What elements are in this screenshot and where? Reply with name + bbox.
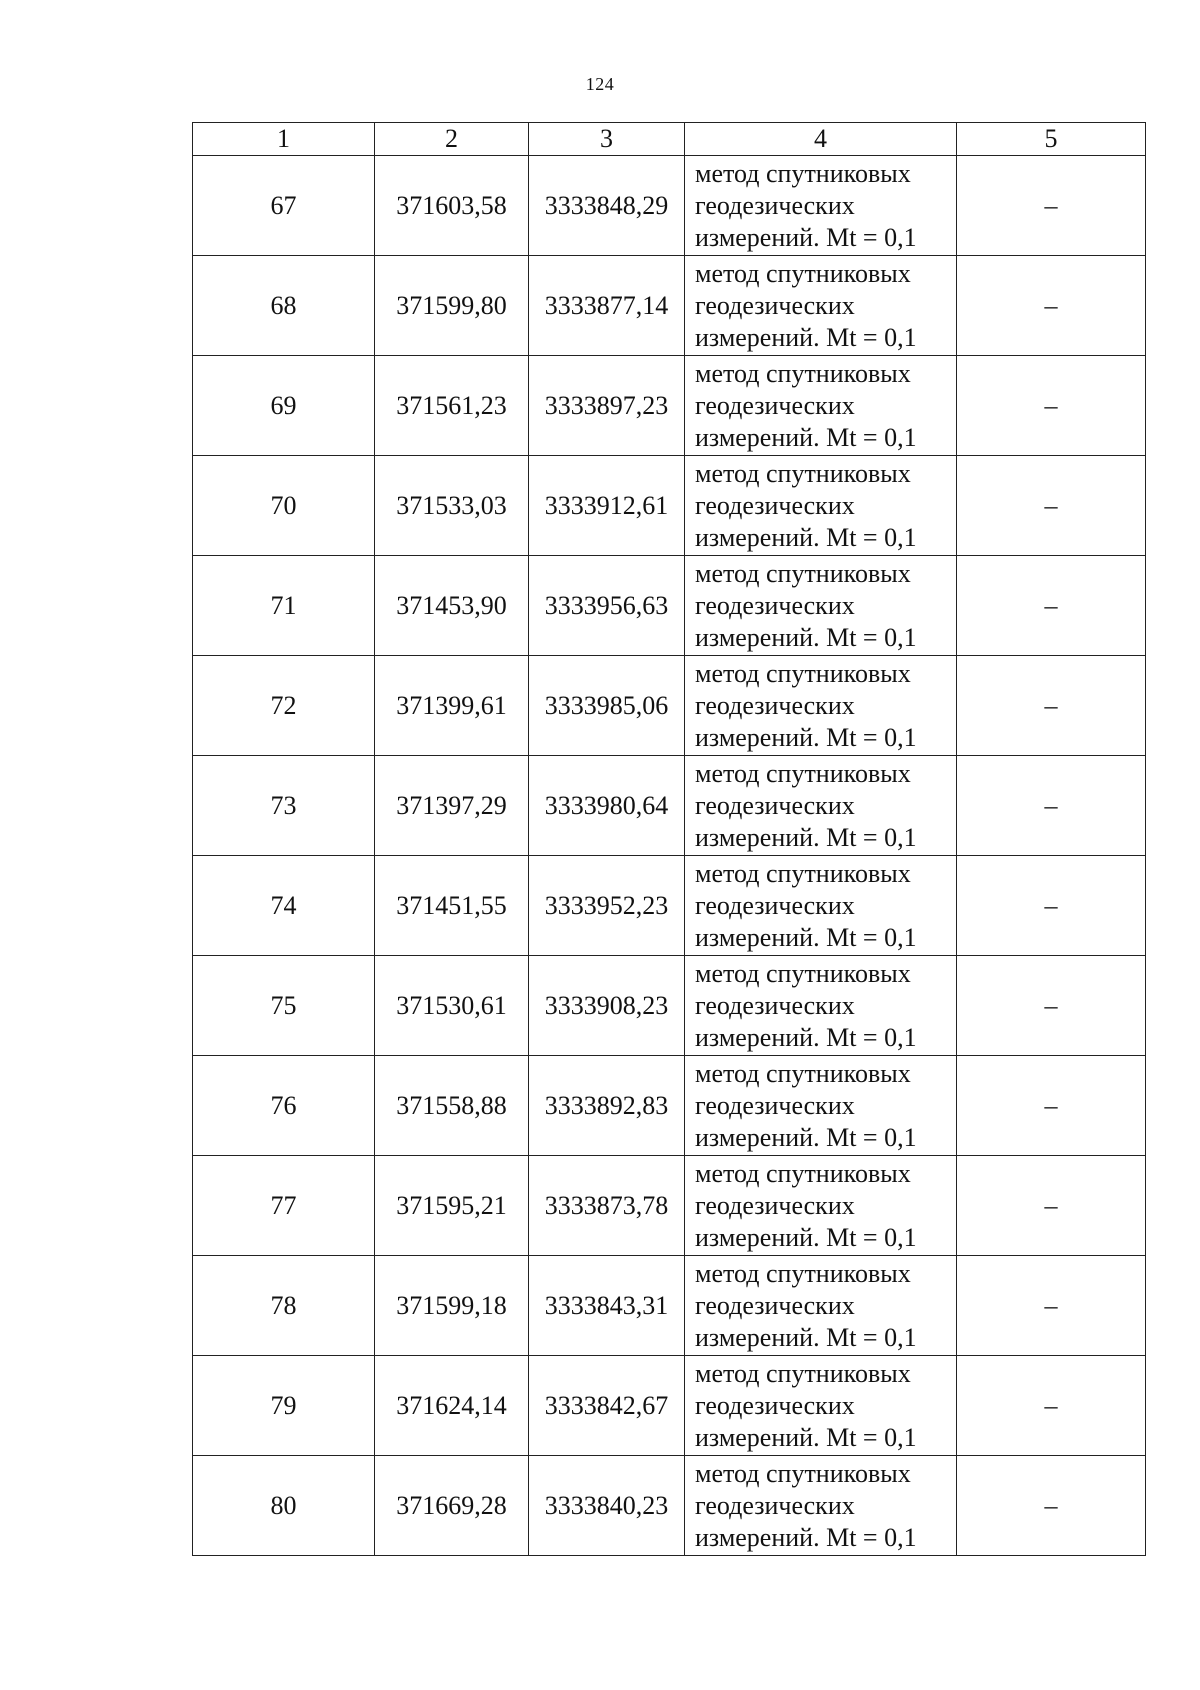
column-5-cell: –	[957, 1056, 1146, 1156]
column-5-cell: –	[957, 1256, 1146, 1356]
table-row	[193, 856, 1146, 956]
point-number-cell: 67	[193, 156, 375, 256]
method-cell	[685, 356, 957, 456]
table-row	[193, 1156, 1146, 1256]
table-row	[193, 356, 1146, 456]
method-line: измерений. Mt = 0,1	[695, 822, 917, 852]
point-number-cell: 80	[193, 1456, 375, 1556]
method-cell	[685, 256, 957, 356]
y-coordinate-cell: 3333897,23	[529, 356, 685, 456]
method-cell	[685, 756, 957, 856]
method-cell	[685, 556, 957, 656]
method-line: измерений. Mt = 0,1	[695, 422, 917, 452]
y-coordinate-cell: 3333877,14	[529, 256, 685, 356]
table-row	[193, 656, 1146, 756]
method-line: геодезических	[695, 690, 855, 720]
x-coordinate-cell: 371595,21	[375, 1156, 529, 1256]
method-cell	[685, 1456, 957, 1556]
column-5-cell: –	[957, 656, 1146, 756]
y-coordinate-cell: 3333956,63	[529, 556, 685, 656]
method-line: метод спутниковых	[695, 558, 911, 588]
y-coordinate-cell: 3333912,61	[529, 456, 685, 556]
method-line: измерений. Mt = 0,1	[695, 1122, 917, 1152]
column-5-cell: –	[957, 256, 1146, 356]
point-number-cell: 79	[193, 1356, 375, 1456]
column-5-cell: –	[957, 1356, 1146, 1456]
x-coordinate-cell: 371399,61	[375, 656, 529, 756]
method-line: геодезических	[695, 490, 855, 520]
method-line: метод спутниковых	[695, 658, 911, 688]
method-line: измерений. Mt = 0,1	[695, 622, 917, 652]
method-line: метод спутниковых	[695, 958, 911, 988]
method-cell	[685, 1156, 957, 1256]
method-line: геодезических	[695, 1190, 855, 1220]
method-cell	[685, 656, 957, 756]
method-line: геодезических	[695, 890, 855, 920]
y-coordinate-cell: 3333980,64	[529, 756, 685, 856]
method-line: геодезических	[695, 290, 855, 320]
table-row	[193, 156, 1146, 256]
method-line: измерений. Mt = 0,1	[695, 222, 917, 252]
point-number-cell: 74	[193, 856, 375, 956]
header-col-3: 3	[529, 123, 685, 156]
x-coordinate-cell: 371558,88	[375, 1056, 529, 1156]
column-5-cell: –	[957, 856, 1146, 956]
method-line: геодезических	[695, 590, 855, 620]
method-line: измерений. Mt = 0,1	[695, 522, 917, 552]
table-body	[193, 156, 1146, 1556]
method-cell	[685, 856, 957, 956]
y-coordinate-cell: 3333952,23	[529, 856, 685, 956]
method-line: метод спутниковых	[695, 458, 911, 488]
method-line: измерений. Mt = 0,1	[695, 1522, 917, 1552]
method-line: метод спутниковых	[695, 258, 911, 288]
column-5-cell: –	[957, 1156, 1146, 1256]
method-line: метод спутниковых	[695, 1458, 911, 1488]
method-line: геодезических	[695, 1490, 855, 1520]
method-line: измерений. Mt = 0,1	[695, 1022, 917, 1052]
point-number-cell: 78	[193, 1256, 375, 1356]
point-number-cell: 75	[193, 956, 375, 1056]
method-cell	[685, 1256, 957, 1356]
y-coordinate-cell: 3333892,83	[529, 1056, 685, 1156]
table-row	[193, 756, 1146, 856]
column-5-cell: –	[957, 356, 1146, 456]
method-line: измерений. Mt = 0,1	[695, 322, 917, 352]
x-coordinate-cell: 371624,14	[375, 1356, 529, 1456]
table-row	[193, 1456, 1146, 1556]
x-coordinate-cell: 371599,18	[375, 1256, 529, 1356]
x-coordinate-cell: 371603,58	[375, 156, 529, 256]
table-header	[193, 123, 1146, 156]
y-coordinate-cell: 3333843,31	[529, 1256, 685, 1356]
method-cell	[685, 156, 957, 256]
point-number-cell: 68	[193, 256, 375, 356]
point-number-cell: 76	[193, 1056, 375, 1156]
table-row	[193, 1356, 1146, 1456]
x-coordinate-cell: 371561,23	[375, 356, 529, 456]
method-line: метод спутниковых	[695, 1258, 911, 1288]
method-line: геодезических	[695, 1090, 855, 1120]
y-coordinate-cell: 3333985,06	[529, 656, 685, 756]
method-line: измерений. Mt = 0,1	[695, 1322, 917, 1352]
y-coordinate-cell: 3333840,23	[529, 1456, 685, 1556]
table-row	[193, 556, 1146, 656]
column-5-cell: –	[957, 556, 1146, 656]
x-coordinate-cell: 371533,03	[375, 456, 529, 556]
method-line: измерений. Mt = 0,1	[695, 1222, 917, 1252]
method-line: геодезических	[695, 390, 855, 420]
table-row	[193, 1056, 1146, 1156]
column-5-cell: –	[957, 956, 1146, 1056]
point-number-cell: 70	[193, 456, 375, 556]
coordinates-table	[192, 122, 1146, 1556]
x-coordinate-cell: 371453,90	[375, 556, 529, 656]
method-line: метод спутниковых	[695, 1358, 911, 1388]
method-line: геодезических	[695, 1290, 855, 1320]
point-number-cell: 69	[193, 356, 375, 456]
method-cell	[685, 956, 957, 1056]
method-line: измерений. Mt = 0,1	[695, 922, 917, 952]
x-coordinate-cell: 371669,28	[375, 1456, 529, 1556]
method-line: метод спутниковых	[695, 1158, 911, 1188]
point-number-cell: 72	[193, 656, 375, 756]
x-coordinate-cell: 371397,29	[375, 756, 529, 856]
y-coordinate-cell: 3333873,78	[529, 1156, 685, 1256]
header-col-2: 2	[375, 123, 529, 156]
point-number-cell: 71	[193, 556, 375, 656]
method-line: метод спутниковых	[695, 1058, 911, 1088]
table-row	[193, 1256, 1146, 1356]
y-coordinate-cell: 3333842,67	[529, 1356, 685, 1456]
x-coordinate-cell: 371599,80	[375, 256, 529, 356]
method-cell	[685, 1356, 957, 1456]
point-number-cell: 73	[193, 756, 375, 856]
table-row	[193, 956, 1146, 1056]
column-5-cell: –	[957, 156, 1146, 256]
header-col-1: 1	[193, 123, 375, 156]
x-coordinate-cell: 371530,61	[375, 956, 529, 1056]
method-line: метод спутниковых	[695, 158, 911, 188]
point-number-cell: 77	[193, 1156, 375, 1256]
method-line: геодезических	[695, 790, 855, 820]
header-col-5: 5	[957, 123, 1146, 156]
method-line: метод спутниковых	[695, 358, 911, 388]
x-coordinate-cell: 371451,55	[375, 856, 529, 956]
column-5-cell: –	[957, 1456, 1146, 1556]
method-line: измерений. Mt = 0,1	[695, 722, 917, 752]
method-cell	[685, 1056, 957, 1156]
method-line: метод спутниковых	[695, 758, 911, 788]
method-line: геодезических	[695, 190, 855, 220]
table-row	[193, 256, 1146, 356]
table-row	[193, 456, 1146, 556]
page-number: 124	[585, 74, 615, 94]
column-5-cell: –	[957, 456, 1146, 556]
y-coordinate-cell: 3333908,23	[529, 956, 685, 1056]
column-5-cell: –	[957, 756, 1146, 856]
method-cell	[685, 456, 957, 556]
method-line: геодезических	[695, 990, 855, 1020]
y-coordinate-cell: 3333848,29	[529, 156, 685, 256]
header-col-4: 4	[685, 123, 957, 156]
method-line: геодезических	[695, 1390, 855, 1420]
method-line: метод спутниковых	[695, 858, 911, 888]
header-row	[193, 123, 1146, 156]
method-line: измерений. Mt = 0,1	[695, 1422, 917, 1452]
